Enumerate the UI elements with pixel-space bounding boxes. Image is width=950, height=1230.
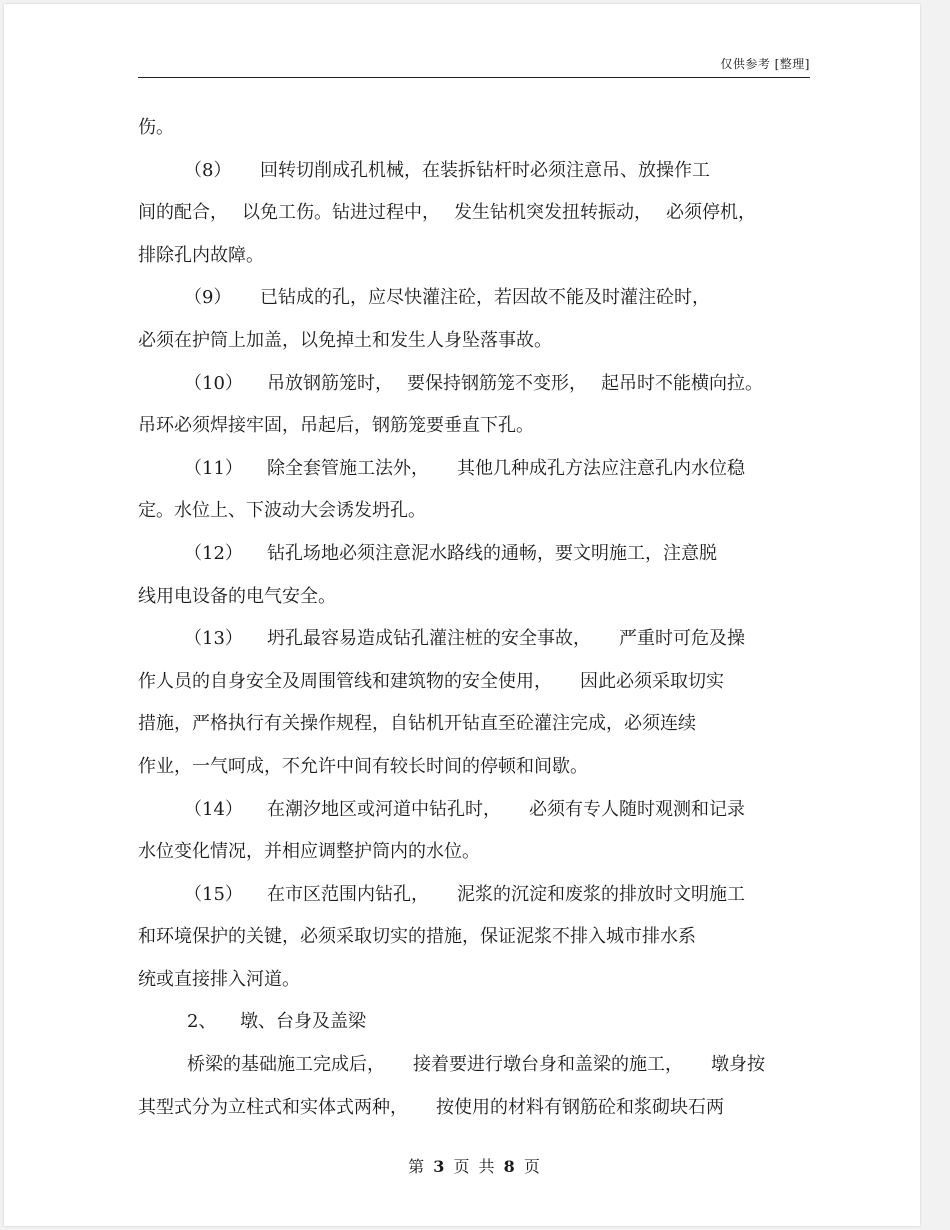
list-item-8: （8） 回转切削成孔机械，在装拆钻杆时必须注意吊、放操作工 [138, 150, 818, 193]
item-number: （14） [184, 798, 243, 820]
list-item-11: （11） 除全套管施工法外， 其他几种成孔方法应注意孔内水位稳 [138, 448, 818, 491]
text-line: 线用电设备的电气安全。 [138, 585, 336, 607]
item-number: （13） [184, 628, 243, 650]
item-number: （9） [184, 287, 232, 309]
item-number: （15） [184, 883, 243, 905]
item-number: （10） [184, 372, 243, 394]
text-line: 作人员的自身安全及周围管线和建筑物的安全使用， 因此必须采取切实 [138, 670, 724, 692]
header-label: 仅供参考 [整理] [720, 57, 810, 71]
current-page-number: 3 [433, 1157, 447, 1176]
section-number: 2、 [187, 1011, 217, 1033]
list-item-13: （13） 坍孔最容易造成钻孔灌注桩的安全事故， 严重时可危及操 [138, 618, 818, 661]
section-heading: 2、 墩、台身及盖梁 [138, 1001, 818, 1044]
item-number: （12） [184, 542, 243, 564]
document-body [138, 107, 818, 1129]
text-line: 定。水位上、下波动大会诱发坍孔。 [138, 500, 426, 522]
page-footer: 第 3 页 共 8 页 [408, 1157, 542, 1176]
paragraph-start: 桥梁的基础施工完成后， 接着要进行墩台身和盖梁的施工， 墩身按 [187, 1054, 765, 1076]
list-item-12: （12） 钻孔场地必须注意泥水路线的通畅，要文明施工，注意脱 [138, 533, 818, 576]
text-line: 间的配合， 以免工伤。钻进过程中， 发生钻机突发扭转振动， 必须停机， [138, 202, 756, 224]
list-item-9: （9） 已钻成的孔，应尽快灌注砼，若因故不能及时灌注砼时， [138, 277, 818, 320]
list-item-14: （14） 在潮汐地区或河道中钻孔时， 必须有专人随时观测和记录 [138, 789, 818, 832]
text-line: 措施，严格执行有关操作规程，自钻机开钻直至砼灌注完成，必须连续 [138, 713, 696, 735]
total-page-number: 8 [503, 1157, 517, 1176]
text-line: 必须在护筒上加盖，以免掉土和发生人身坠落事故。 [138, 329, 552, 351]
list-item-15: （15） 在市区范围内钻孔， 泥浆的沉淀和废浆的排放时文明施工 [138, 874, 818, 917]
text-line: 作业，一气呵成，不允许中间有较长时间的停顿和间歇。 [138, 755, 588, 777]
list-item-10: （10） 吊放钢筋笼时， 要保持钢筋笼不变形， 起吊时不能横向拉。 [138, 363, 818, 406]
text-line: 和环境保护的关键，必须采取切实的措施，保证泥浆不排入城市排水系 [138, 926, 696, 948]
text-line: 吊环必须焊接牢固，吊起后，钢筋笼要垂直下孔。 [138, 415, 534, 437]
item-number: （11） [184, 457, 243, 479]
text-line: 其型式分为立柱式和实体式两种， 按使用的材料有钢筋砼和浆砌块石两 [138, 1096, 724, 1118]
text-line: 统或直接排入河道。 [138, 968, 300, 990]
page-header [138, 56, 810, 78]
text-line: 伤。 [138, 117, 174, 138]
item-number: （8） [184, 159, 232, 181]
text-line: 水位变化情况，并相应调整护筒内的水位。 [138, 841, 480, 863]
text-line: 排除孔内故障。 [138, 244, 264, 266]
